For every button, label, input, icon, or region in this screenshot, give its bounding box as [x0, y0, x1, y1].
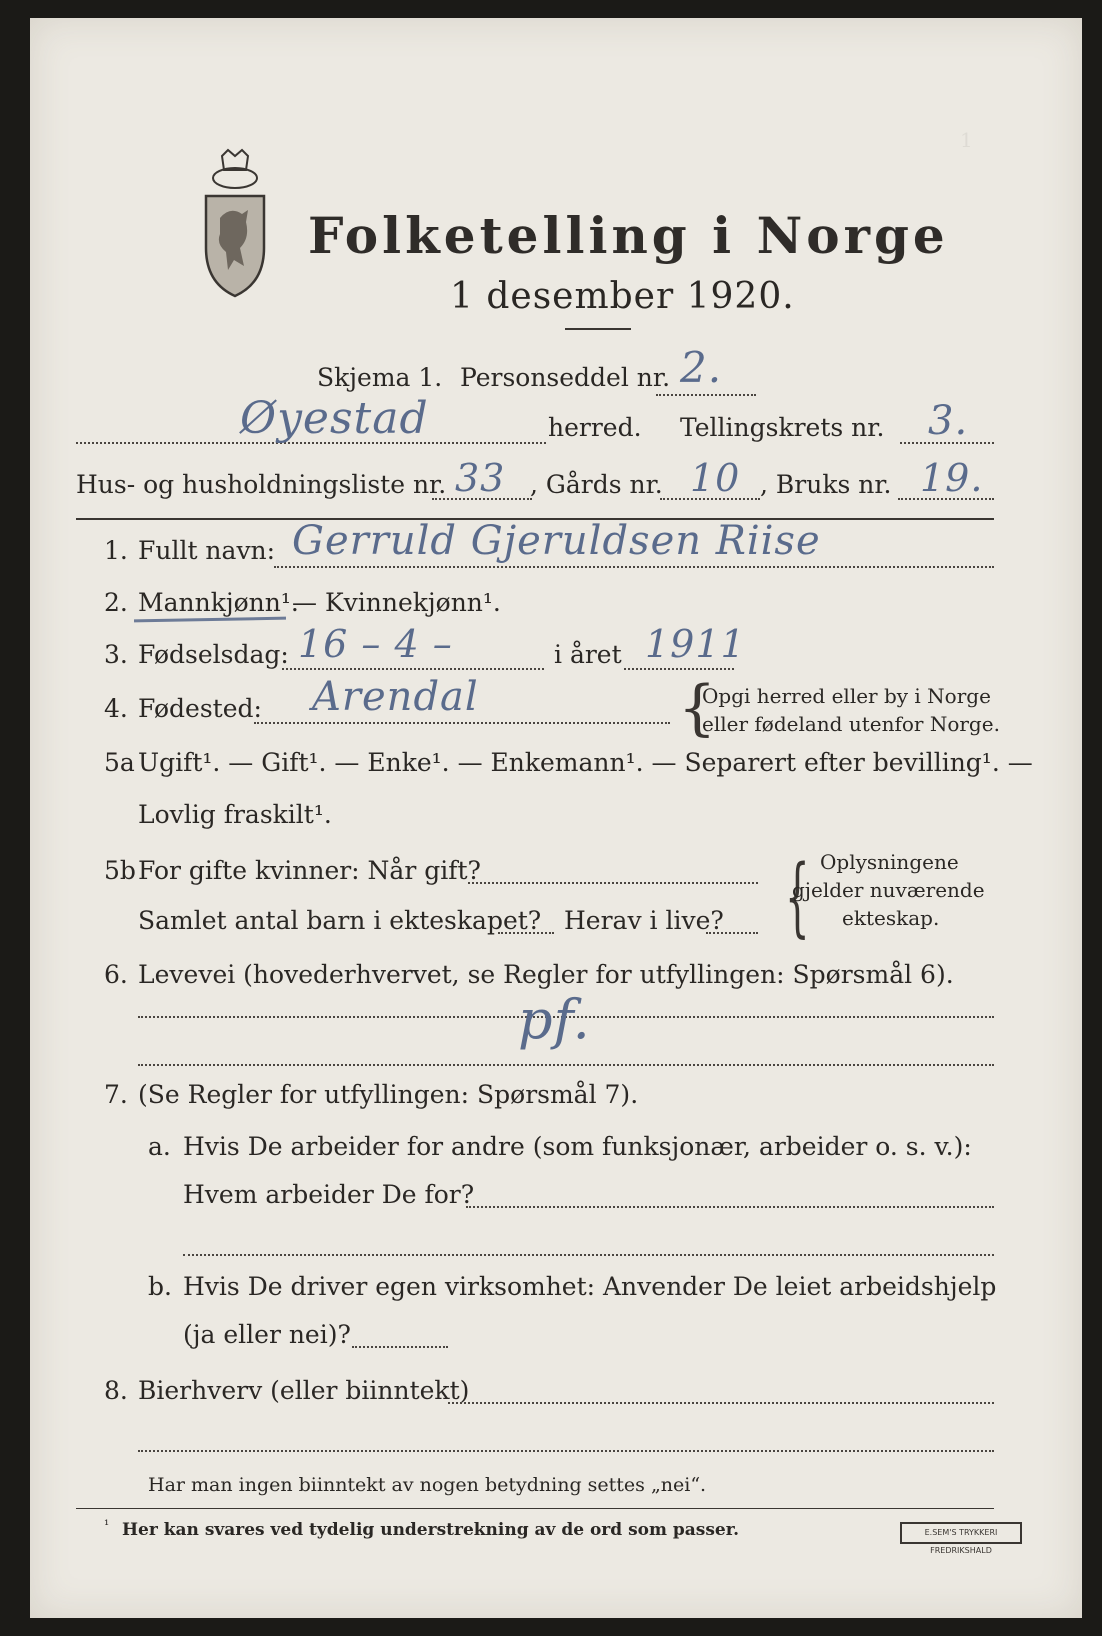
- q7a-letter: a.: [148, 1132, 171, 1161]
- q5b-children-line: [498, 932, 554, 934]
- coat-of-arms-icon: [200, 148, 270, 298]
- q8-number: 8.: [104, 1376, 128, 1405]
- q1-number: 1.: [104, 536, 128, 565]
- q6-text: Levevei (hovederhvervet, se Regler for utfyllingen: Spørsmål 6).: [138, 960, 954, 989]
- q4-number: 4.: [104, 694, 128, 723]
- q4-note-2: eller fødeland utenfor Norge.: [702, 712, 1000, 736]
- q4-label: Fødested:: [138, 694, 262, 723]
- q3-year-value: 1911: [645, 622, 746, 666]
- hus-label: Hus- og husholdningsliste nr.: [76, 470, 447, 499]
- personseddel-line: [656, 394, 756, 396]
- q4-value: Arendal: [312, 674, 479, 720]
- census-form-page: [30, 18, 1082, 1618]
- q8-line-1: [448, 1402, 994, 1404]
- herred-value: Øyestad: [240, 393, 429, 444]
- printer-stamp: E.SEM'S TRYKKERI FREDRIKSHALD: [900, 1522, 1022, 1544]
- q3-year-label: i året: [554, 640, 622, 669]
- personseddel-label: Personseddel nr.: [460, 363, 671, 392]
- q7a-text-2: Hvem arbeider De for?: [183, 1180, 475, 1209]
- hus-value: 33: [455, 456, 506, 500]
- gards-value: 10: [690, 456, 741, 500]
- bleed-through-text: 1: [960, 128, 973, 152]
- q5b-number: 5b: [104, 856, 136, 885]
- q7b-line: [352, 1346, 448, 1348]
- q2-male: Mannkjønn¹.: [138, 588, 299, 617]
- q4-line: [254, 722, 670, 724]
- q2-number: 2.: [104, 588, 128, 617]
- q6-value: pf.: [518, 988, 591, 1051]
- q5b-note-1: Oplysningene: [820, 850, 959, 874]
- q5b-brace: {: [785, 847, 810, 947]
- biinntekt-note: Har man ingen biinntekt av nogen betydning settes „nei“.: [148, 1474, 707, 1496]
- form-title: Folketelling i Norge: [308, 206, 949, 265]
- q5a-text: Ugift¹. — Gift¹. — Enke¹. — Enkemann¹. — Separert efter bevilling¹. —: [138, 748, 1033, 777]
- q3-value: 16 – 4 –: [298, 622, 453, 666]
- q5b-alive-line: [706, 932, 758, 934]
- q1-line: [274, 566, 994, 568]
- q5a-text-2: Lovlig fraskilt¹.: [138, 800, 332, 829]
- tellingskrets-label: Tellingskrets nr.: [680, 413, 885, 442]
- q1-label: Fullt navn:: [138, 536, 276, 565]
- q5b-text-3: Herav i live?: [564, 906, 724, 935]
- personseddel-value: 2.: [680, 343, 723, 392]
- q5b-text-2: Samlet antal barn i ekteskapet?: [138, 906, 542, 935]
- q5b-text-1: For gifte kvinner: Når gift?: [138, 856, 481, 885]
- gards-label: , Gårds nr.: [530, 470, 663, 499]
- q7-text: (Se Regler for utfyllingen: Spørsmål 7).: [138, 1080, 639, 1109]
- q5b-note-3: ekteskap.: [842, 906, 940, 930]
- q5b-note-2: gjelder nuværende: [792, 878, 985, 902]
- q7a-line-1: [466, 1206, 994, 1208]
- footer-rule: [76, 1508, 994, 1509]
- q2-female: — Kvinnekjønn¹.: [292, 588, 501, 617]
- footnote-text: Her kan svares ved tydelig understrekning av de ord som passer.: [122, 1520, 740, 1540]
- q8-line-2: [138, 1450, 994, 1452]
- q4-note-1: Opgi herred eller by i Norge: [702, 684, 991, 708]
- bruks-label: , Bruks nr.: [760, 470, 892, 499]
- q8-text: Bierhverv (eller biinntekt): [138, 1376, 470, 1405]
- q5b-married-line: [468, 882, 758, 884]
- q7a-line-2: [183, 1254, 994, 1256]
- q3-year-line: [624, 668, 734, 670]
- herred-label: herred.: [548, 413, 642, 442]
- q2-male-underline: [134, 617, 286, 623]
- q3-line: [282, 668, 544, 670]
- q1-value: Gerruld Gjeruldsen Riise: [292, 518, 821, 564]
- q5a-number: 5a: [104, 748, 135, 777]
- q7b-text-2: (ja eller nei)?: [183, 1320, 351, 1349]
- title-divider: [565, 328, 631, 330]
- q3-label: Fødselsdag:: [138, 640, 289, 669]
- q7b-letter: b.: [148, 1272, 172, 1301]
- q6-line-2: [138, 1064, 994, 1066]
- q6-number: 6.: [104, 960, 128, 989]
- footnote-marker: ¹: [104, 1518, 110, 1533]
- skjema-label: Skjema 1.: [317, 363, 443, 392]
- form-date: 1 desember 1920.: [450, 276, 795, 317]
- q7-number: 7.: [104, 1080, 128, 1109]
- q3-number: 3.: [104, 640, 128, 669]
- bruks-value: 19.: [920, 456, 984, 500]
- q7b-text-1: Hvis De driver egen virksomhet: Anvender De leiet arbeidshjelp: [183, 1272, 997, 1301]
- tellingskrets-value: 3.: [928, 398, 969, 444]
- q4-brace: {: [678, 673, 717, 743]
- q7a-text-1: Hvis De arbeider for andre (som funksjonær, arbeider o. s. v.):: [183, 1132, 972, 1161]
